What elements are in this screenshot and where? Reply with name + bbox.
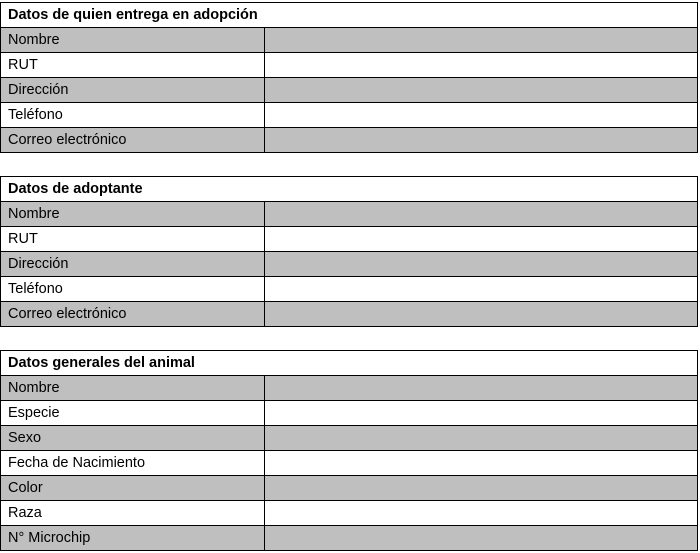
table-row: [1, 501, 698, 526]
section-title-adopter: Datos de adoptante: [1, 177, 698, 202]
field-value-input[interactable]: [265, 526, 698, 551]
field-value-input[interactable]: [265, 426, 698, 451]
adopter-data-table: [0, 176, 698, 327]
table-row: [1, 227, 698, 252]
field-value-input[interactable]: [265, 451, 698, 476]
table-row: [1, 277, 698, 302]
table-row: [1, 103, 698, 128]
table-row: [1, 426, 698, 451]
table-row: [1, 28, 698, 53]
field-value-input[interactable]: [265, 53, 698, 78]
table-row: [1, 128, 698, 153]
table-row: [1, 476, 698, 501]
table-row: [1, 401, 698, 426]
table-row: [1, 53, 698, 78]
section-title-animal: Datos generales del animal: [1, 351, 698, 376]
field-value-input[interactable]: [265, 202, 698, 227]
field-value-input[interactable]: [265, 252, 698, 277]
field-label: Color: [1, 476, 265, 501]
field-value-input[interactable]: [265, 476, 698, 501]
field-label: Dirección: [1, 78, 265, 103]
field-label: Correo electrónico: [1, 302, 265, 327]
field-label: Especie: [1, 401, 265, 426]
field-value-input[interactable]: [265, 28, 698, 53]
field-label: Teléfono: [1, 277, 265, 302]
field-value-input[interactable]: [265, 302, 698, 327]
field-label: N° Microchip: [1, 526, 265, 551]
field-label: Nombre: [1, 28, 265, 53]
field-value-input[interactable]: [265, 78, 698, 103]
field-value-input[interactable]: [265, 227, 698, 252]
field-label: Nombre: [1, 202, 265, 227]
field-label: RUT: [1, 227, 265, 252]
table-row: [1, 78, 698, 103]
table-row: [1, 451, 698, 476]
field-label: Raza: [1, 501, 265, 526]
field-value-input[interactable]: [265, 277, 698, 302]
table-row: [1, 376, 698, 401]
field-value-input[interactable]: [265, 401, 698, 426]
table-row: [1, 202, 698, 227]
donor-data-table: [0, 2, 698, 153]
animal-data-table: [0, 350, 698, 551]
field-label: RUT: [1, 53, 265, 78]
field-label: Sexo: [1, 426, 265, 451]
field-value-input[interactable]: [265, 128, 698, 153]
section-title-donor: Datos de quien entrega en adopción: [1, 3, 698, 28]
field-label: Fecha de Nacimiento: [1, 451, 265, 476]
field-label: Dirección: [1, 252, 265, 277]
field-value-input[interactable]: [265, 103, 698, 128]
field-label: Nombre: [1, 376, 265, 401]
field-label: Teléfono: [1, 103, 265, 128]
field-value-input[interactable]: [265, 501, 698, 526]
table-row: [1, 252, 698, 277]
table-row: [1, 302, 698, 327]
table-row: [1, 526, 698, 551]
field-value-input[interactable]: [265, 376, 698, 401]
field-label: Correo electrónico: [1, 128, 265, 153]
